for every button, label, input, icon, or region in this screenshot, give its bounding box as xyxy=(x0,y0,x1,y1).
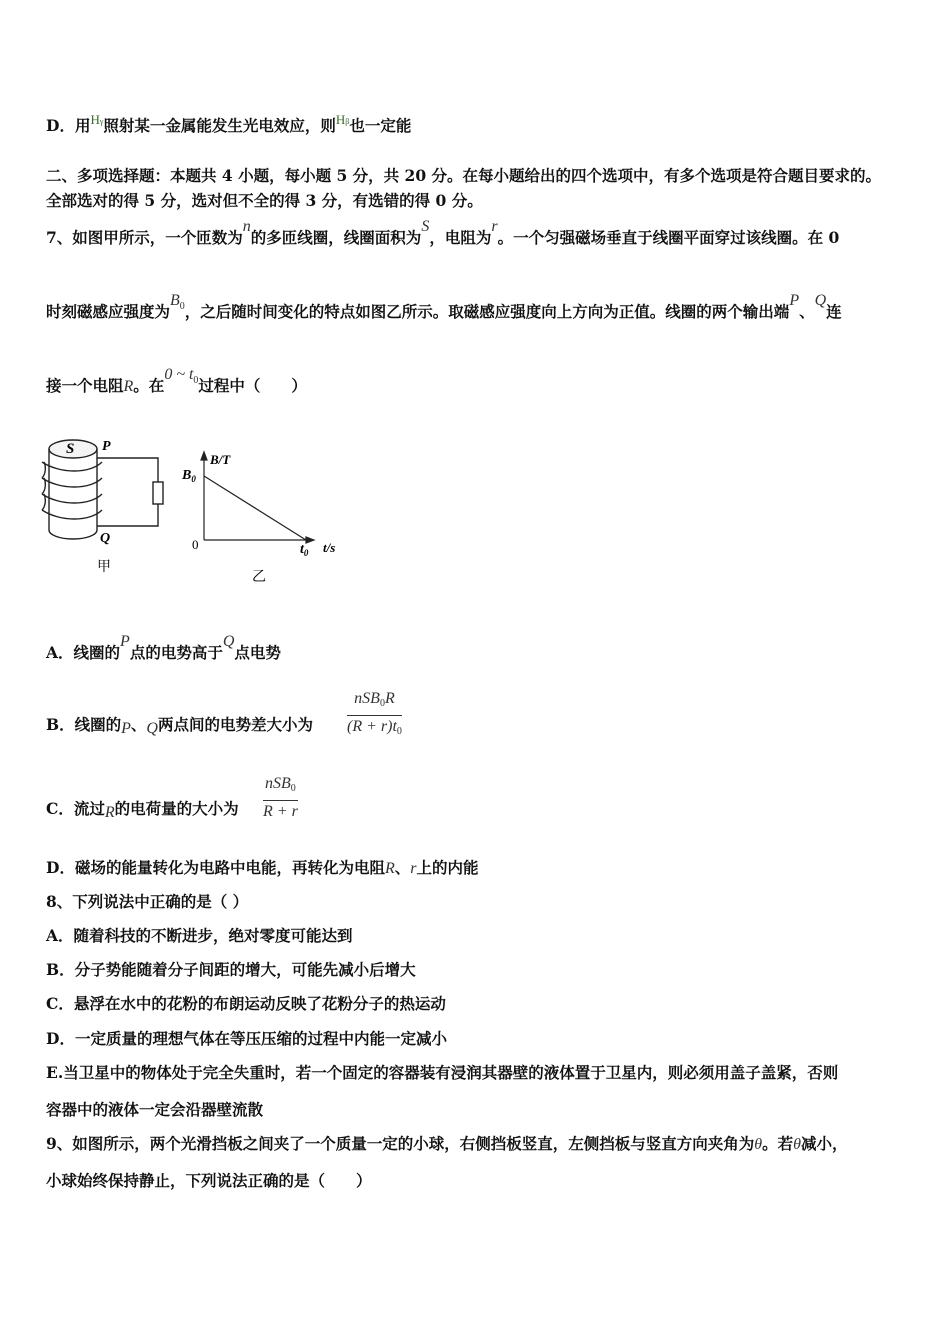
h-beta-symbol: Hβ xyxy=(335,112,350,127)
b-decay-line xyxy=(204,476,306,540)
q7-option-a: A．线圈的P点的电势高于Q点电势 xyxy=(46,633,281,662)
q9-stem-line1: 9、如图所示，两个光滑挡板之间夹了一个质量一定的小球，右侧挡板竖直，左侧挡板与竖直方向夹角为θ。若θ减小， xyxy=(46,1134,848,1153)
q8-option-a: A．随着科技的不断进步，绝对零度可能达到 xyxy=(46,926,353,945)
section2-line1: 二、多项选择题：本题共 4 小题，每小题 5 分，共 20 分。在每小题给出的四个选项中，有多个选项是符合题目要求的。 xyxy=(46,166,882,185)
x-axis-label: t/s xyxy=(323,540,336,555)
time-range: 0 ~ $t_0$ xyxy=(164,366,199,386)
var-theta: θ xyxy=(754,1136,763,1153)
var-s: S xyxy=(421,218,430,235)
h-gamma-symbol: Hγ xyxy=(90,112,104,127)
q6-d-suffix: 也一定能 xyxy=(349,116,412,135)
origin-label: 0 xyxy=(192,537,199,552)
q8-option-b: B．分子势能随着分子间距的增大，可能先减小后增大 xyxy=(46,960,416,979)
q7-c-fraction: nSB0 R + r xyxy=(263,775,298,820)
q7-figures xyxy=(40,430,360,590)
figure-label-yi: 乙 xyxy=(252,570,266,585)
x-axis-t0: $t_0$ xyxy=(300,542,309,558)
y-axis-b0: $B_0$ xyxy=(182,468,196,484)
var-r: r xyxy=(491,218,498,235)
q7-option-c: C．流过R的电荷量的大小为 xyxy=(46,799,239,821)
q6-d-prefix: D．用 xyxy=(46,116,91,135)
y-axis-label: B/T xyxy=(210,452,231,467)
figure-jia-coil xyxy=(42,440,163,539)
coil-label-s: S xyxy=(66,441,75,457)
q7-b-fraction: nSB0R (R + r)t0 xyxy=(347,690,402,737)
coil-label-q: Q xyxy=(100,531,111,546)
q8-option-d: D．一定质量的理想气体在等压压缩的过程中内能一定减小 xyxy=(46,1029,447,1048)
coil-label-p: P xyxy=(102,439,111,454)
var-p: P xyxy=(789,292,800,309)
q7-stem-line2: 时刻磁感应强度为$B_0$，之后随时间变化的特点如图乙所示。取磁感应强度向上方向为正值。线圈的两个输出端P、Q连 xyxy=(46,292,842,321)
q9-stem-line2: 小球始终保持静止，下列说法正确的是（ ） xyxy=(46,1171,372,1190)
var-r-resistor: R xyxy=(123,378,134,395)
var-n: n xyxy=(242,218,251,235)
q7-option-b: B．线圈的P、Q两点间的电势差大小为 xyxy=(46,715,313,737)
q8-stem: 8、下列说法中正确的是（ ） xyxy=(46,892,249,911)
figure-label-jia: 甲 xyxy=(97,560,111,575)
q7-option-d: D．磁场的能量转化为电路中电能，再转化为电阻R、r上的内能 xyxy=(46,858,479,877)
q8-option-c: C．悬浮在水中的花粉的布朗运动反映了花粉分子的热运动 xyxy=(46,994,446,1013)
section2-line2: 全部选对的得 5 分，选对但不全的得 3 分，有选错的得 0 分。 xyxy=(46,191,483,210)
var-q: Q xyxy=(814,292,827,309)
q8-option-e-line2: 容器中的液体一定会沿器壁流散 xyxy=(46,1100,264,1119)
q6-d-mid: 照射某一金属能发生光电效应，则 xyxy=(103,116,336,135)
var-b0: $B_0$ xyxy=(170,292,185,312)
q7-stem-line3: 接一个电阻R。在0 ~ $t_0$过程中（ ） xyxy=(46,366,307,395)
q6-option-d xyxy=(46,112,412,139)
q8-option-e-line1: E.当卫星中的物体处于完全失重时，若一个固定的容器装有浸润其器壁的液体置于卫星内，则必须用盖子盖紧，否则 xyxy=(46,1063,839,1082)
q7-stem-line1: 7、如图甲所示，一个匝数为n的多匝线圈，线圈面积为S，电阻为r。一个匀强磁场垂直于线圈平面穿过该线圈。在 0 xyxy=(46,218,840,247)
